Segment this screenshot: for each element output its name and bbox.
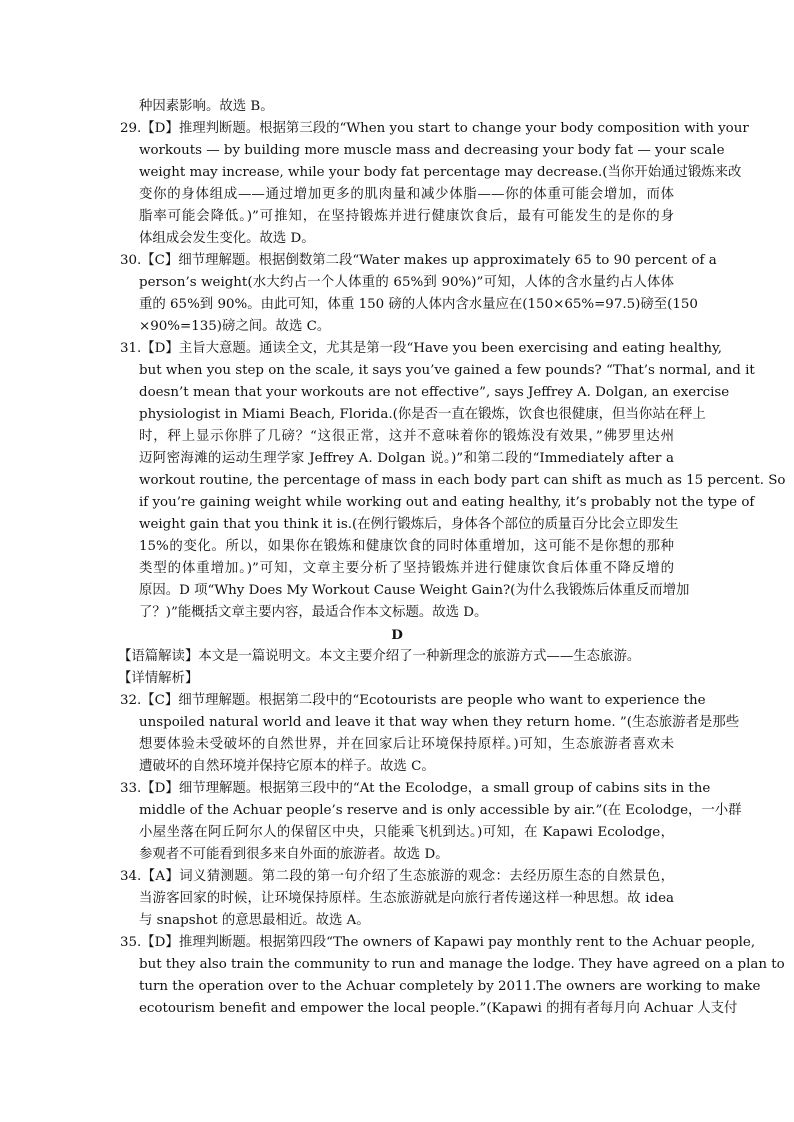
question-30-line: ×90%=135)磅之间。故选 C。 xyxy=(139,319,331,334)
question-30-line: 重的 65%到 90%。由此可知，体重 150 磅的人体内含水量应在(150×65%=97.5)磅至(150 xyxy=(139,297,698,312)
analysis-label: 【详情解析】 xyxy=(118,671,199,686)
question-31-line: 类型的体重增加。)”可知，文章主要分析了坚持锻炼并进行健康饮食后体重不降反增的 xyxy=(139,561,674,576)
question-33-line: 参观者不可能看到很多来自外面的旅游者。故选 D。 xyxy=(139,847,449,862)
question-32-line: 遭破坏的自然环境并保持它原本的样子。故选 C。 xyxy=(139,759,435,774)
reading-summary: 【语篇解读】本文是一篇说明文。本文主要介绍了一种新理念的旅游方式——生态旅游。 xyxy=(118,649,641,664)
question-33-line: 33.【D】细节理解题。根据第三段中的“At the Ecolodge，a small group of cabins sits in the xyxy=(120,781,711,796)
question-32-line: unspoiled natural world and leave it that way when they return home. ”(生态旅游者是那些 xyxy=(139,715,740,730)
question-35-line: 35.【D】推理判断题。根据第四段“The owners of Kapawi pay monthly rent to the Achuar people, xyxy=(120,935,756,950)
question-35-line: turn the operation over to the Achuar completely by 2011.The owners are working to make xyxy=(139,979,761,994)
question-31-line: 时，秤上显示你胖了几磅？“这很正常，这并不意味着你的锻炼没有效果，”佛罗里达州 xyxy=(139,429,674,444)
question-32-line: 32.【C】细节理解题。根据第二段中的“Ecotourists are people who want to experience the xyxy=(120,693,706,708)
question-34-line: 与 snapshot 的意思最相近。故选 A。 xyxy=(139,913,370,928)
question-31-line: 原因。D 项“Why Does My Workout Cause Weight Gain?(为什么我锻炼后体重反而增加 xyxy=(139,583,690,598)
question-34-line: 34.【A】词义猜测题。第二段的第一句介绍了生态旅游的观念：去经历原生态的自然景色， xyxy=(120,869,674,884)
question-33-line: 小屋坐落在阿丘阿尔人的保留区中央，只能乘飞机到达。)可知，在 Kapawi Ecolodge， xyxy=(139,825,674,840)
question-35-line: but they also train the community to run and manage the lodge. They have agreed on a plan to xyxy=(139,957,785,972)
question-34-line: 当游客回家的时候，让环境保持原样。生态旅游就是向旅行者传递这样一种思想。故 idea xyxy=(139,891,674,906)
question-31-line: weight gain that you think it is.(在例行锻炼后，身体各个部位的质量百分比会立即发生 xyxy=(139,517,679,532)
question-31-line: 迈阿密海滩的运动生理学家 Jeffrey A. Dolgan 说。)”和第二段的“Immediately after a xyxy=(139,451,674,466)
paragraph-line: 种因素影响。故选 B。 xyxy=(139,99,274,114)
question-31-line: if you’re gaining weight while working out and eating healthy, it’s probably not the type of xyxy=(139,495,755,510)
question-31-line: 了？)”能概括文章主要内容，最适合作本文标题。故选 D。 xyxy=(139,605,488,620)
question-31-line: 15%的变化。所以，如果你在锻炼和健康饮食的同时体重增加，这可能不是你想的那种 xyxy=(139,539,674,554)
question-31-line: doesn’t mean that your workouts are not effective”, says Jeffrey A. Dolgan, an exercise xyxy=(139,385,730,400)
question-29-line: 脂率可能会降低。)”可推知，在坚持锻炼并进行健康饮食后，最有可能发生的是你的身 xyxy=(139,209,674,224)
question-31-line: workout routine, the percentage of mass in each body part can shift as much as 15 percent. So xyxy=(139,473,786,488)
question-31-line: 31.【D】主旨大意题。通读全文，尤其是第一段“Have you been exercising and eating healthy, xyxy=(120,341,723,356)
section-heading: D xyxy=(391,627,403,643)
question-29-line: 29.【D】推理判断题。根据第三段的“When you start to change your body composition with your xyxy=(120,121,749,136)
question-31-line: physiologist in Miami Beach, Florida.(你是否一直在锻炼，饮食也很健康，但当你站在秤上 xyxy=(139,407,706,422)
question-29-line: 变你的身体组成——通过增加更多的肌肉量和减少体脂——你的体重可能会增加，而体 xyxy=(139,187,674,202)
question-35-line: ecotourism benefit and empower the local people.”(Kapawi 的拥有者每月向 Achuar 人支付 xyxy=(139,1001,738,1016)
question-29-line: workouts — by building more muscle mass and decreasing your body fat — your scale xyxy=(139,143,725,158)
question-32-line: 想要体验未受破坏的自然世界，并在回家后让环境保持原样。)可知，生态旅游者喜欢未 xyxy=(139,737,674,752)
question-29-line: weight may increase, while your body fat percentage may decrease.(当你开始通过锻炼来改 xyxy=(139,165,742,180)
question-30-line: person’s weight(水大约占一个人体重的 65%到 90%)”可知，人体的含水量约占人体体 xyxy=(139,275,674,290)
question-30-line: 30.【C】细节理解题。根据倒数第二段“Water makes up approximately 65 to 90 percent of a xyxy=(120,253,717,268)
question-31-line: but when you step on the scale, it says you’ve gained a few pounds? “That’s normal, and it xyxy=(139,363,755,378)
question-33-line: middle of the Achuar people’s reserve and is only accessible by air.”(在 Ecolodge，一小群 xyxy=(139,803,742,818)
question-29-line: 体组成会发生变化。故选 D。 xyxy=(139,231,315,246)
